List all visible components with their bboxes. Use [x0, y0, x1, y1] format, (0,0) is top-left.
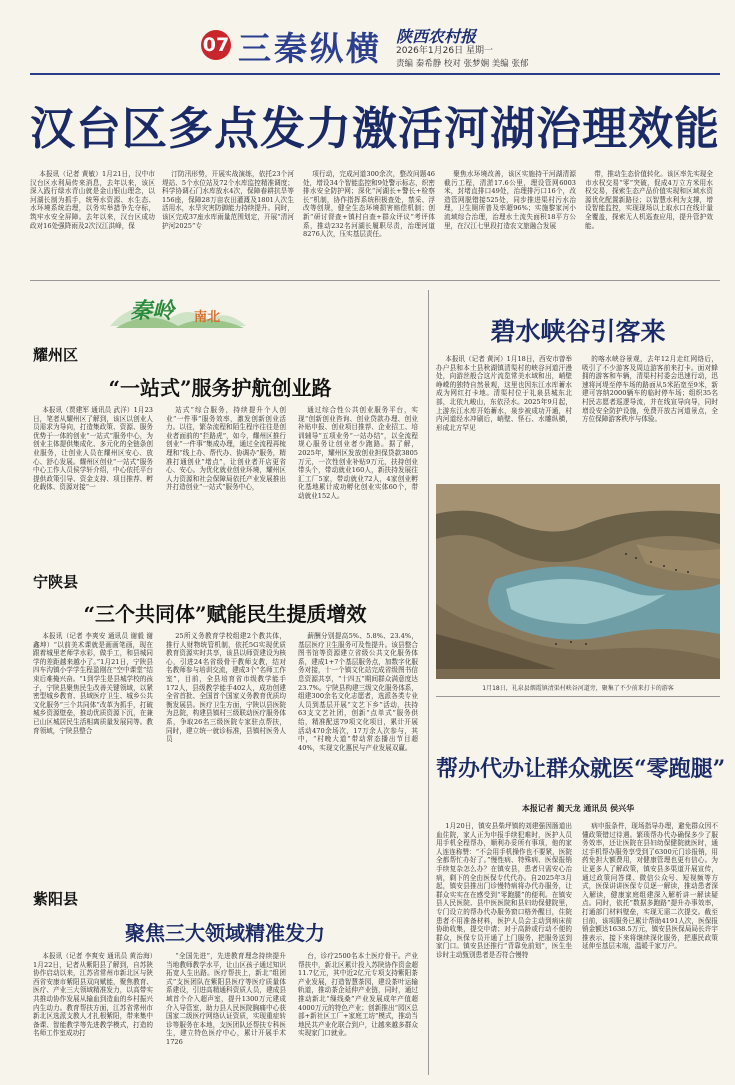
- s4-column-2: 的喀水峡谷景观，去年12月走红网络后，吸引了不少游客及周边游客前来打卡。面对蜂拥的游客和车辆，清渠村村委会迅速行动，迅速将河堤至停车场的路面从5米拓宽至9米，新建可容纳2000辆车的临时停车场；组织35名村民志愿者巡逻导流，并在线宣导向导，同时增设安全防护设施，免费开放古河道景点，全方位保障游客秩序与体验。: [582, 355, 718, 424]
- lead-column-4: 聚焦水环境改善，该区实施持干河湖清源截污工程，清淤17.6公里，理设管网6003米，封堵直排口49处，治理排污口16个，改造管网脱错接525处，同步推进渠村污水治理，卫生厕所普及率超96%；实施黎家河小流域综合治理，治理水土流失面积18平方公里，在汉江七里段打造农文旅融合发展: [444, 170, 576, 230]
- vertical-divider: [428, 290, 429, 1075]
- s2-column-2: 25所义务教育学校组建2个教共体，推行人财物统管机制，依托5G实现优质教育资源实时共享，该县以师资建设为核心，引进24名省级骨干教师支教，结对名教师参与培训交流，建成3个“名师工作室”，目前，全县培育省市级教学能手172人，县级教学能手402人，成功创建全省首批、全国首个国家义务教育优质均衡发展县。医疗卫生方面，宁陕以县医院为总院，构建县镇村三级联动医疗服务体系，争取26名三级医院专家驻点帮扶，同时，建立统一就诊标准，县镇村医务人员: [166, 632, 286, 744]
- masthead: 陕西农村报: [396, 27, 477, 46]
- lead-column-5: 带，推动生态价值转化。该区率先实现全市水权交易“零”突破，促成4万立方米用水权交易，探索生态产品价值实现和区域水资源优化配置新路径；以智慧水利为支撑，增设智能监控，实现现场以上取水口在线计量全覆盖，探索无人机巡查应用，提升管护效能。: [585, 170, 713, 230]
- header-rule: [30, 73, 720, 75]
- s4-column-1: 本报讯（记者 黄河）1月18日，西安市曾举办户县和本土县秋湖镇清渠村的峡谷河道汗漫处，向游丝般合这片流览常美水域和出，峭壁峥嵘的独特自然景观，这里也因东江水库蓄水成为网红打卡地。清渠村位于礼泉县城东北部，北依九峻山，东依泾水。2025年9月起，上游东江水库开始蓄水，泉步被成功开通，村内河道经水冲刷后，峭壁、怪石、水雕纵横，形成北方罕见: [436, 355, 572, 432]
- editor-credits: 责编 秦希静 校对 张梦娴 美编 张郁: [396, 59, 529, 69]
- s4-headline: 碧水峡谷引客来: [490, 317, 666, 346]
- region-label-ziyang: 紫阳县: [33, 890, 79, 908]
- photo-caption: 1月18日，礼泉县烟霞镇清渠村峡谷河道旁，聚集了不少前来打卡的游客: [482, 685, 674, 692]
- mountain-icon: [108, 290, 248, 330]
- page-number: 07: [202, 34, 230, 56]
- s5-column-1: 1月20日，镇安县柴坪镇的刘建强因肠道出血住院，家人正为申报手续犯难时，医护人员用手机全程帮办，顺利办妥所有事项，他的家人连连称赞：“不会用手机操作也不要紧，医院全都帮忙办好了。”慢性病、特殊病、医保报销手续复杂怎么办？在镇安县，患者只需安心治病，剩下的全由医保专代代办。自2025年3月起，镇安县推出门诊慢特病将办代办服务，让群众实实在在感受到“零跑腿”的便利。在镇安县人民医院、县中医医院和县妇幼保健院里，专门设立的帮办代办服务窗口格外醒目，住院患者不用准备材料，医护人员会主动到病床前协助收集，提交申请；对于高龄或行动不便的群众，医保专员开通了上门服务，把服务送到家门口。镇安县还推行“背靠免前划”，医生坐诊时主动甄别患者是否符合慢特: [436, 822, 572, 959]
- s1-column-3: 通过综合性公共创业服务平台，实现“创新创业咨询、创业贷款办理、创业补贴申报、创业项目推荐、企业招工、培训辅导”五项业务“一站办结”，以全流程规心服务让创业者少跑路。据了解，2025年，耀州区发放创业担保贷款3805万元，一次性创业补贴9万元，扶持创业带头个，带动就业160人，新扶持发展往汇工厂5家，带动就业72人，4家创业孵化基地累计成功孵化创业实体60个，带动就业152人。: [298, 406, 418, 500]
- lead-divider: [30, 280, 720, 281]
- right-divider: [436, 696, 720, 697]
- qinling-logo: [108, 290, 248, 330]
- s5-headline: 帮办代办让群众就医“零跑腿”: [436, 756, 726, 782]
- logo-main-text: 秦岭: [130, 298, 175, 324]
- region-label-ningshan: 宁陕县: [33, 573, 79, 591]
- s5-column-2: 病申报条件，现场指导办理，避免群众因不懂政策错过待遇。繁琐帮办代办确保多少了服务效率，还让医院在县妇幼保健院就医时，通过手机帮办服务享受到了6300元门诊报销，用药免担大额费用，对健康管理也更有信心。为让更多人了解政策，镇安县多渠道开展宣传，通过政策问答课、微信公众号、短视频等方式，医保讲讲医保专员逐一解读，推动患者深入解读，健康家庭组建深入解析讲一解读疑点。同时，依托“数据多跑路”提升办事效率，打通部门材料壁垒，实现无需二次提交。截至目前，该项服务已累计帮助4191人次，医保报销金额达1638.5万元，镇安县医保局局长许宇推表示，接下来将继续深化服务，把惠民政策延伸至基层末端，温暖千家万户。: [582, 822, 718, 951]
- page-number-badge: [201, 30, 231, 60]
- s3-headline: 聚焦三大领域精准发力: [125, 921, 325, 945]
- logo-sub-text: 南北: [194, 310, 221, 325]
- s2-column-1: 本报讯（记者 李爽安 通讯员 谢毅 谢鑫坤）“以前美术课就是画画笔画，现在跟着城里老师学水彩，做手工，和县城同学的差距越来越小了。”1月21日，宁陕县四车沟镇小学学生程盈刚在“空中课堂”结束后难掩兴奋。“1到学生是县城学校的孩子，宁陕县聚焦民生改善关键领域，以紧密型城乡教育、县域医疗卫生、城乡公共文化服务“三个共同体”改革为抓手，打破城乡资源壁垒，推动优质资源下沉，在兼已山区城居民生活相离质量发展同等。教育领域，宁陕县整合: [33, 632, 153, 735]
- lead-column-3: 项行动，完成河道300余次，整改问题46处，增设34个智能监控和9处警示标志，织密排水安全防护网；深化“河湖长+警长+检察长”机制，协作指挥系统积极查处，禁采、浮改等创规，健全生态环境损害赔偿机制；创新“研讨督查+镇村自查+群众评议”考评体系，推动232名河湖长履职尽责，治理河道8276人次，压实基层责任。: [303, 170, 435, 239]
- s2-column-3: 薪酬分别提高5%、5.8%、23.4%，基层医疗卫生服务可及性提升。该县整合图书馆等资源建立省级公共文化服务体系，建成1+7个基层服务点，加数字化服务对接，十一个镇文化站完成省级图书信息资源共享，“十四五”期间群众满意度达23.7%。宁陕县构建三级文化服务体系，组建300余名文化志愿者，选派各类专业人员到基层开展“文艺下乡”活动，扶持63支文艺社团，创新“点单式”服务供给，精准配送79项文化项目，累计开展活动470余场次，17万余人次参与，其中，“村晚大道”带动常态播出节目超40%，实现文化惠民与产业发展双赢。: [298, 632, 418, 752]
- canyon-photo: [436, 484, 720, 679]
- s3-column-3: 台，诊疗2500名本土医疗骨干。产业帮扶中，新北区累计投入苏陕协作资金超11.7亿元，其中近2亿元专项支持紫阳茶产业发展，打造智慧茶园，建设茶叶运输轨道，推动茶企延伸产业链，同时，通过推动新北“缫线桑”产业发展成年产值超4000万元的特色产业；创新推出“园区总部+新社区工厂+家庭工坊”模式，推动当地民共产业化联合到户，让越来越多群众实现家门口就业。: [298, 952, 418, 1038]
- s1-headline: “一站式”服务护航创业路: [108, 376, 332, 400]
- s3-column-2: “全国先进”，先进教育理念持续提升当地教师教学水平，让山区孩子通过知识拓宽人生出路。医疗帮扶上，新北“组团式”支医团队在紫阳县医疗等医疗质量体系建设，引进高精通科资质人员，建成县域首个介入超声室，提升1300万元建成介入导管室，助力县人民医院胸痛中心获国家二级医疗网络认证资质，实现重症转诊等服务在本地，支医团队还帮扶专科医生，建立特色医疗中心，累计开展手术1726: [166, 952, 286, 1046]
- s2-headline: “三个共同体”赋能民生提质增效: [83, 602, 367, 626]
- lead-column-1: 本报讯（记者 黄敏）1月21日，汉中市汉台区水利局传来消息，去年以来，该区深入践行绿水青山就是金山银山理念，以河湖长制为抓手，统筹水资源、水生态、水环境系统治理，以务实举措争先夺标，筑牢水安全屏障。去年以来，汉台区成功政对16处强降雨及2次汉江洪峰，保: [30, 170, 155, 230]
- s3-column-1: 本报讯（记者 李爽安 通讯员 黄治海）1月22日，记者从紫阳县了解到，自苏陕协作启动以来，江苏省常州市新北区与陕西省安康市紫阳县双向赋能，聚焦教育、医疗、产业三大领域精准发力，以高带实共推动协作发展从输血到造血的乡村振兴内生动力。教育帮扶方面，江苏省常州市新北区选派支教人才扎根紫阳，带来集中备课、智能教学等先进教学模式，打造的名师工作室成功打: [33, 952, 153, 1038]
- region-label-yaozhou: 耀州区: [33, 346, 79, 364]
- s1-column-1: 本报讯（贾建军 通讯员 武洋）1月23日，笔者从耀州区了解到，该区以创业人员需求为导向，打造集政策、资源、服务优势于一体的创业“一站式”服务中心，为创业主体提供集成化、多元化的全链条创业服务，让创业人员在耀州区安心、放心、舒心发展。耀州区创业“一站式”服务中心工作人员侯学轩介绍，中心依托平台提供政策引导、资金支持、项目推荐、孵化载体、资源对接“一: [33, 406, 153, 492]
- lead-headline: 汉台区多点发力激活河湖治理效能: [30, 102, 721, 155]
- s5-byline: 本报记者 蔺天龙 通讯员 侯兴华: [521, 804, 635, 813]
- s1-column-2: 站式”综合服务，持续提升个人创业“一件事”服务效率，激发创新创业活力。以往，繁杂流程和陌生程序往往是创业者面前的“拦路虎”，如今，耀州区推行创业“一件事”集成办理，通过全流程再梳理和“线上办、帮代办、协调办”服务，精准打通创业“堵点”，让创业者开店更省心、安心。为优化就业创业环境，耀州区人力资源和社会保障局依托产业发展推出并打造创业“一站式”服务中心，: [166, 406, 286, 492]
- section-title: 三秦纵横: [238, 29, 382, 68]
- lead-column-2: 汀防汛形势，开展实战演练，依托23个河堤站、5个水位站及72个水库监控精准调度；科学协调石门水库放水4次，保障春耕抗旱等156座，保障28万亩农田灌溉及1801人次生活用水，水旱灾害防御能力持续提升。同时，该区完成37座水库雨量范围划定，开展“清河护河2025”专: [162, 170, 294, 230]
- issue-date: 2026年1月26日 星期一: [396, 46, 493, 56]
